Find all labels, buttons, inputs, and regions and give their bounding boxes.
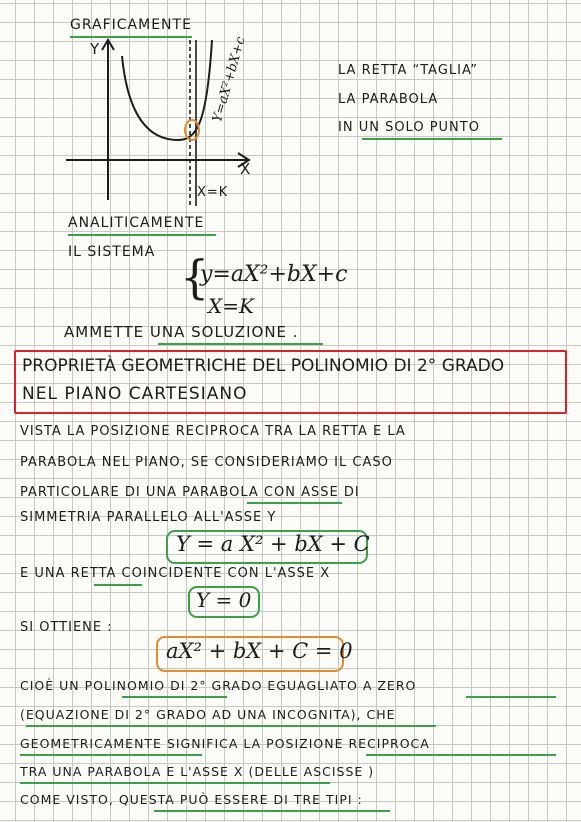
section-graficamente: GRAFICAMENTE [70,17,192,33]
paragraph2-line4: TRA UNA PARABOLA E L'ASSE X (DELLE ASCISSE ) [20,764,375,779]
ammette-soluzione: AMMETTE UNA SOLUZIONE . [64,323,299,341]
section-analiticamente: ANALITICAMENTE [68,215,205,231]
retta-note-line3: IN UN SOLO PUNTO [338,120,480,135]
paragraph1-line1: VISTA LA POSIZIONE RECIPROCA TRA LA RETTA E LA [20,424,406,439]
graph-curve-label: Y=aX²+bX+c [210,35,249,125]
il-sistema: IL SISTEMA [68,244,156,260]
paragraph2-line1: CIOÈ UN POLINOMIO DI 2° GRADO EGUAGLIATO A ZERO [20,678,417,693]
paragraph2-line5: COME VISTO, QUESTA PUÒ ESSERE DI TRE TIPI : [20,792,363,807]
paragraph2-line2: (EQUAZIONE DI 2° GRADO AD UNA INCOGNITA), CHE [20,707,396,722]
graph-line-label: X=K [197,185,229,200]
title-line1: PROPRIETÀ GEOMETRICHE DEL POLINOMIO DI 2° GRADO [22,356,505,376]
eq-y0: Y = 0 [196,588,252,612]
paragraph2-line3: GEOMETRICAMENTE SIGNIFICA LA POSIZIONE RECIPROCA [20,736,430,751]
eq-parabola: Y = a X² + bX + C [176,532,370,556]
retta-note-line2: LA PARABOLA [338,92,439,107]
retta-coincidente: E UNA RETTA COINCIDENTE CON L'ASSE X [20,566,331,581]
system-eq1: y=aX²+bX+c [200,262,348,287]
paragraph1-line3: PARTICOLARE DI UNA PARABOLA CON ASSE DI [20,485,360,500]
title-line2: NEL PIANO CARTESIANO [22,384,248,404]
system-eq2: X=K [208,294,254,318]
graph-y-axis-label: Y [90,40,101,58]
si-ottiene: SI OTTIENE : [20,620,113,635]
eq-zero: aX² + bX + C = 0 [166,639,353,663]
retta-note-line1: LA RETTA “TAGLIA” [338,63,478,78]
paragraph1-line4: SIMMETRIA PARALLELO ALL'ASSE Y [20,510,277,525]
paragraph1-line2: PARABOLA NEL PIANO, SE CONSIDERIAMO IL CASO [20,455,393,470]
system-brace: { [180,250,210,304]
graph-x-axis-label: X [240,160,252,178]
